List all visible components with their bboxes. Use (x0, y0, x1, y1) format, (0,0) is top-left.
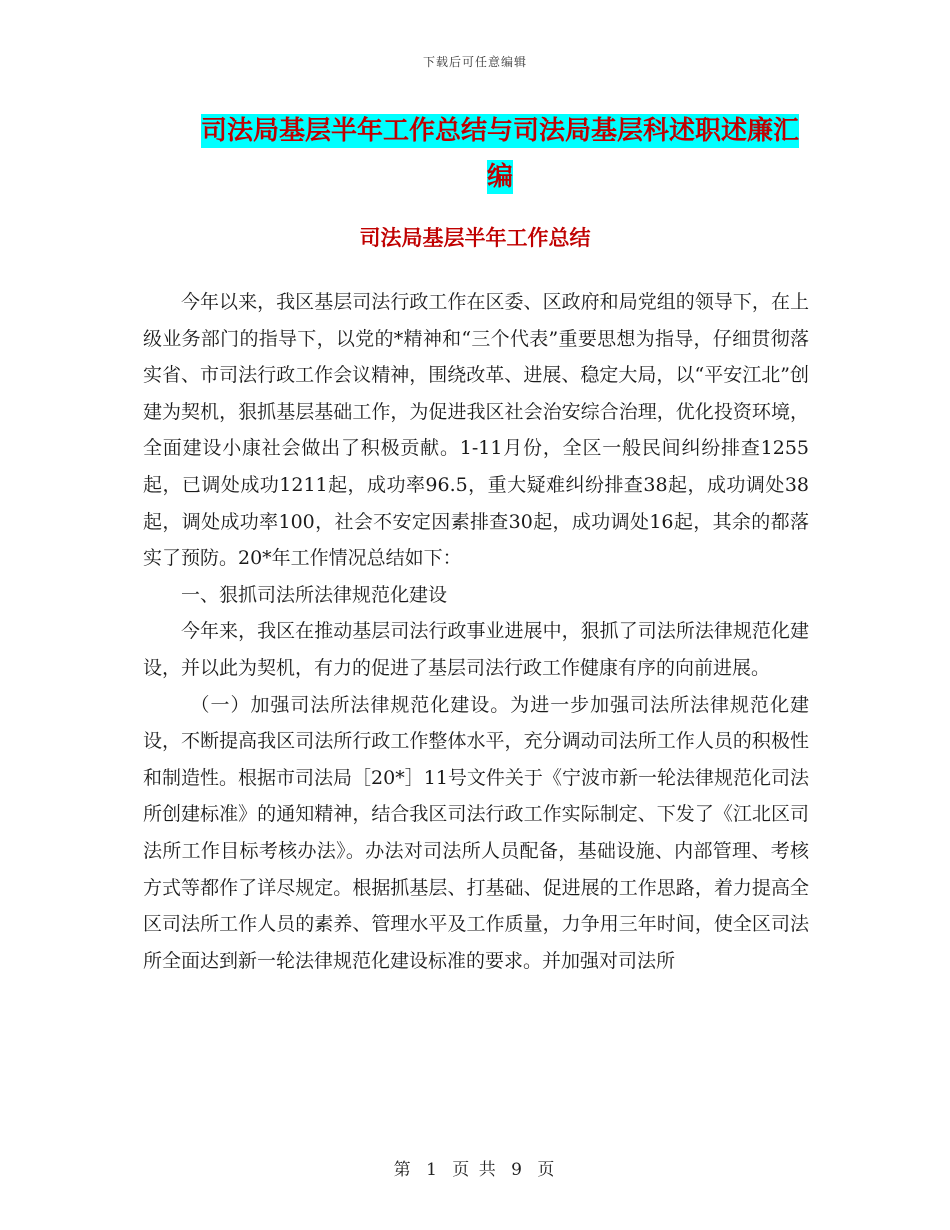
paragraph-intro: 今年以来，我区基层司法行政工作在区委、区政府和局党组的领导下，在上级业务部门的指导下，以党的*精神和“三个代表”重要思想为指导，仔细贯彻落实省、市司法行政工作会议精神，围绕改革、进展、稳定大局，以“平安江北”创建为契机，狠抓基层基础工作，为促进我区社会治安综合治理，优化投资环境，全面建设小康社会做出了积极贡献。1-11月份，全区一般民间纠纷排查1255起，已调处成功1211起，成功率96.5，重大疑难纠纷排查38起，成功调处38起，调处成功率100，社会不安定因素排查30起，成功调处16起，其余的都落实了预防。20*年工作情况总结如下： (143, 291, 809, 570)
title-line-2: 编 (486, 162, 513, 192)
body-text (143, 284, 809, 979)
footer-suffix: 页 (537, 1160, 557, 1180)
header-note: 下载后可任意编辑 (422, 55, 527, 69)
paragraph-heading-1: 一、狠抓司法所法律规范化建设 (181, 583, 448, 606)
title-line-1: 司法局基层半年工作总结与司法局基层科述职述廉汇 (200, 116, 799, 146)
footer-middle: 页 共 (452, 1160, 498, 1180)
footer-prefix: 第 (393, 1160, 413, 1180)
footer-total-pages: 9 (511, 1160, 524, 1180)
section-title: 司法局基层半年工作总结 (359, 226, 591, 250)
document-title (190, 108, 810, 200)
footer-page-number: 1 (426, 1160, 439, 1180)
paragraph-2: 今年来，我区在推动基层司法行政事业进展中，狠抓了司法所法律规范化建设，并以此为契机，有力的促进了基层司法行政工作健康有序的向前进展。 (143, 620, 809, 679)
paragraph-3: （一）加强司法所法律规范化建设。为进一步加强司法所法律规范化建设，不断提高我区司法所行政工作整体水平，充分调动司法所工作人员的积极性和制造性。根据市司法局［20*］11号文件关于《宁波市新一轮法律规范化司法所创建标准》的通知精神，结合我区司法行政工作实际制定、下发了《江北区司法所工作目标考核办法》。办法对司法所人员配备，基础设施、内部管理、考核方式等都作了详尽规定。根据抓基层、打基础、促进展的工作思路，着力提高全区司法所工作人员的素养、管理水平及工作质量，力争用三年时间，使全区司法所全面达到新一轮法律规范化建设标准的要求。并加强对司法所 (143, 693, 809, 972)
page-footer (0, 1155, 950, 1180)
